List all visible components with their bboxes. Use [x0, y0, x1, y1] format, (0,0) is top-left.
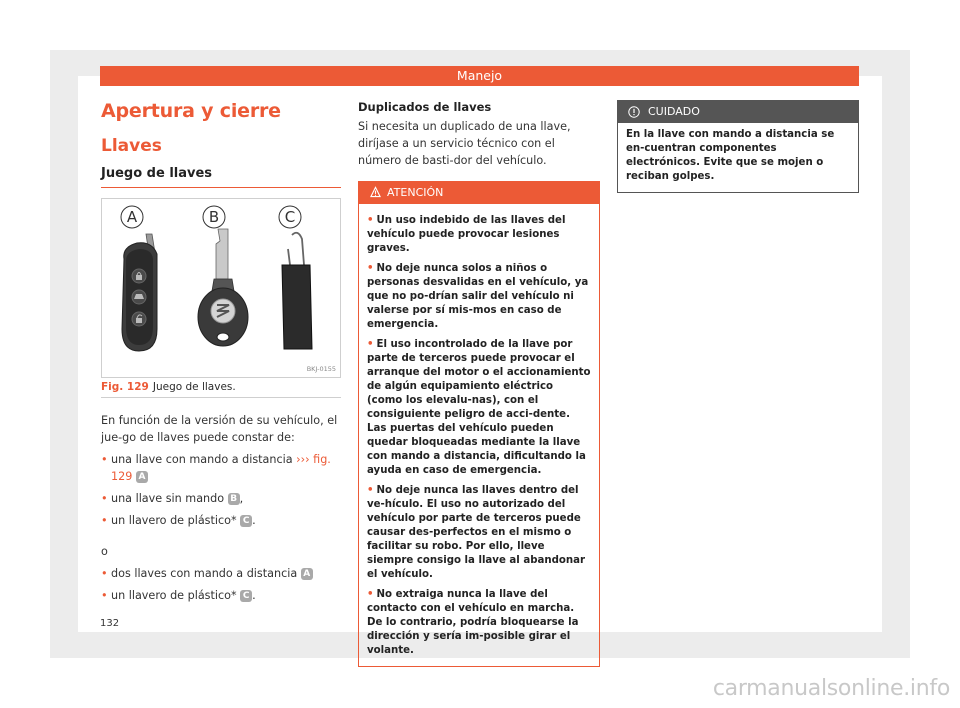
figure-number: Fig. 129	[101, 381, 149, 393]
page-title: Apertura y cierre	[101, 100, 281, 122]
list-item: • una llave con mando a distancia ››› fig. 129 A	[101, 451, 341, 485]
badge-b: B	[228, 493, 240, 505]
badge-c: C	[240, 590, 252, 602]
list-item: • dos llaves con mando a distancia A	[101, 565, 341, 582]
duplicates-text: Si necesita un duplicado de una llave, diríjase a un servicio técnico con el número de basti-dor del vehículo.	[358, 120, 571, 167]
caution-box	[617, 100, 859, 193]
intro-paragraph: En función de la versión de su vehículo, el jue-go de llaves puede constar de:	[101, 414, 338, 444]
column-left	[101, 100, 341, 604]
page-number: 132	[100, 618, 120, 629]
badge-c: C	[240, 515, 252, 527]
column-middle	[358, 100, 600, 667]
figure-link[interactable]: ››› fig. 129	[111, 453, 331, 483]
watermark: carmanualsonline.info	[712, 676, 950, 701]
badge-a: A	[301, 568, 313, 580]
label-b: B	[208, 208, 220, 226]
mechanical-key-icon	[198, 229, 248, 346]
list-item: • un llavero de plástico* C .	[101, 512, 341, 529]
warning-item: • No deje nunca solos a niños o personas desvalidas en el vehículo, ya que no po-drían salir del vehículo ni valerse por sí mis-mos en caso de emergencia.	[367, 263, 589, 330]
warning-header	[359, 182, 599, 204]
badge-a: A	[136, 471, 148, 483]
warning-item: • No deje nunca las llaves dentro del ve-hículo. El uso no autorizado del vehículo por parte de terceros puede causar des-perfectos en el mismo o facilitar su robo. Por ello, lleve siempre consigo la llave al abandonar el vehículo.	[367, 485, 586, 580]
warning-box	[358, 181, 600, 667]
warning-item: • Un uso indebido de las llaves del vehículo puede provocar lesiones graves.	[367, 215, 566, 254]
keys-illustration	[102, 199, 342, 379]
chapter-title: Llaves	[101, 136, 162, 156]
or-text: o	[101, 545, 108, 558]
list-item: • una llave sin mando B ,	[101, 490, 341, 507]
figure-code: BKJ-0155	[306, 365, 336, 373]
warning-title: ATENCIÓN	[387, 186, 444, 199]
figure-caption	[101, 381, 341, 398]
section-header: Manejo	[100, 66, 859, 86]
warning-item: • El uso incontrolado de la llave por parte de terceros puede provocar el arranque del motor o el accionamiento de algún equipamiento eléctrico (como los elevalu-nas), con el consiguiente peligro de acci-dente. Las puertas del vehículo pueden quedar bloqueadas mediante la llave con mando a distancia, dificultando la ayuda en caso de emergencia.	[367, 339, 591, 476]
section-heading: Juego de llaves	[101, 166, 341, 188]
plastic-keyfob-icon	[282, 233, 312, 349]
warning-body	[359, 204, 599, 666]
caution-header	[618, 101, 858, 123]
remote-key-icon	[122, 234, 157, 351]
caution-title: CUIDADO	[648, 105, 700, 118]
warning-triangle-icon	[370, 186, 381, 198]
column-right	[617, 100, 859, 193]
keys-figure	[101, 198, 341, 378]
list-item: • un llavero de plástico* C .	[101, 587, 341, 604]
label-c: C	[284, 208, 296, 226]
duplicates-heading: Duplicados de llaves	[358, 100, 492, 114]
warning-item: • No extraiga nunca la llave del contacto con el vehículo en marcha. De lo contrario, podría bloquearse la dirección y sería im-posible girar el volante.	[367, 589, 579, 656]
label-a: A	[126, 208, 138, 226]
info-circle-icon	[628, 106, 640, 118]
figure-caption-text: Juego de llaves.	[152, 381, 236, 393]
caution-text: En la llave con mando a distancia se en-cuentran componentes electrónicos. Evite que se mojen o reciban golpes.	[626, 129, 835, 182]
